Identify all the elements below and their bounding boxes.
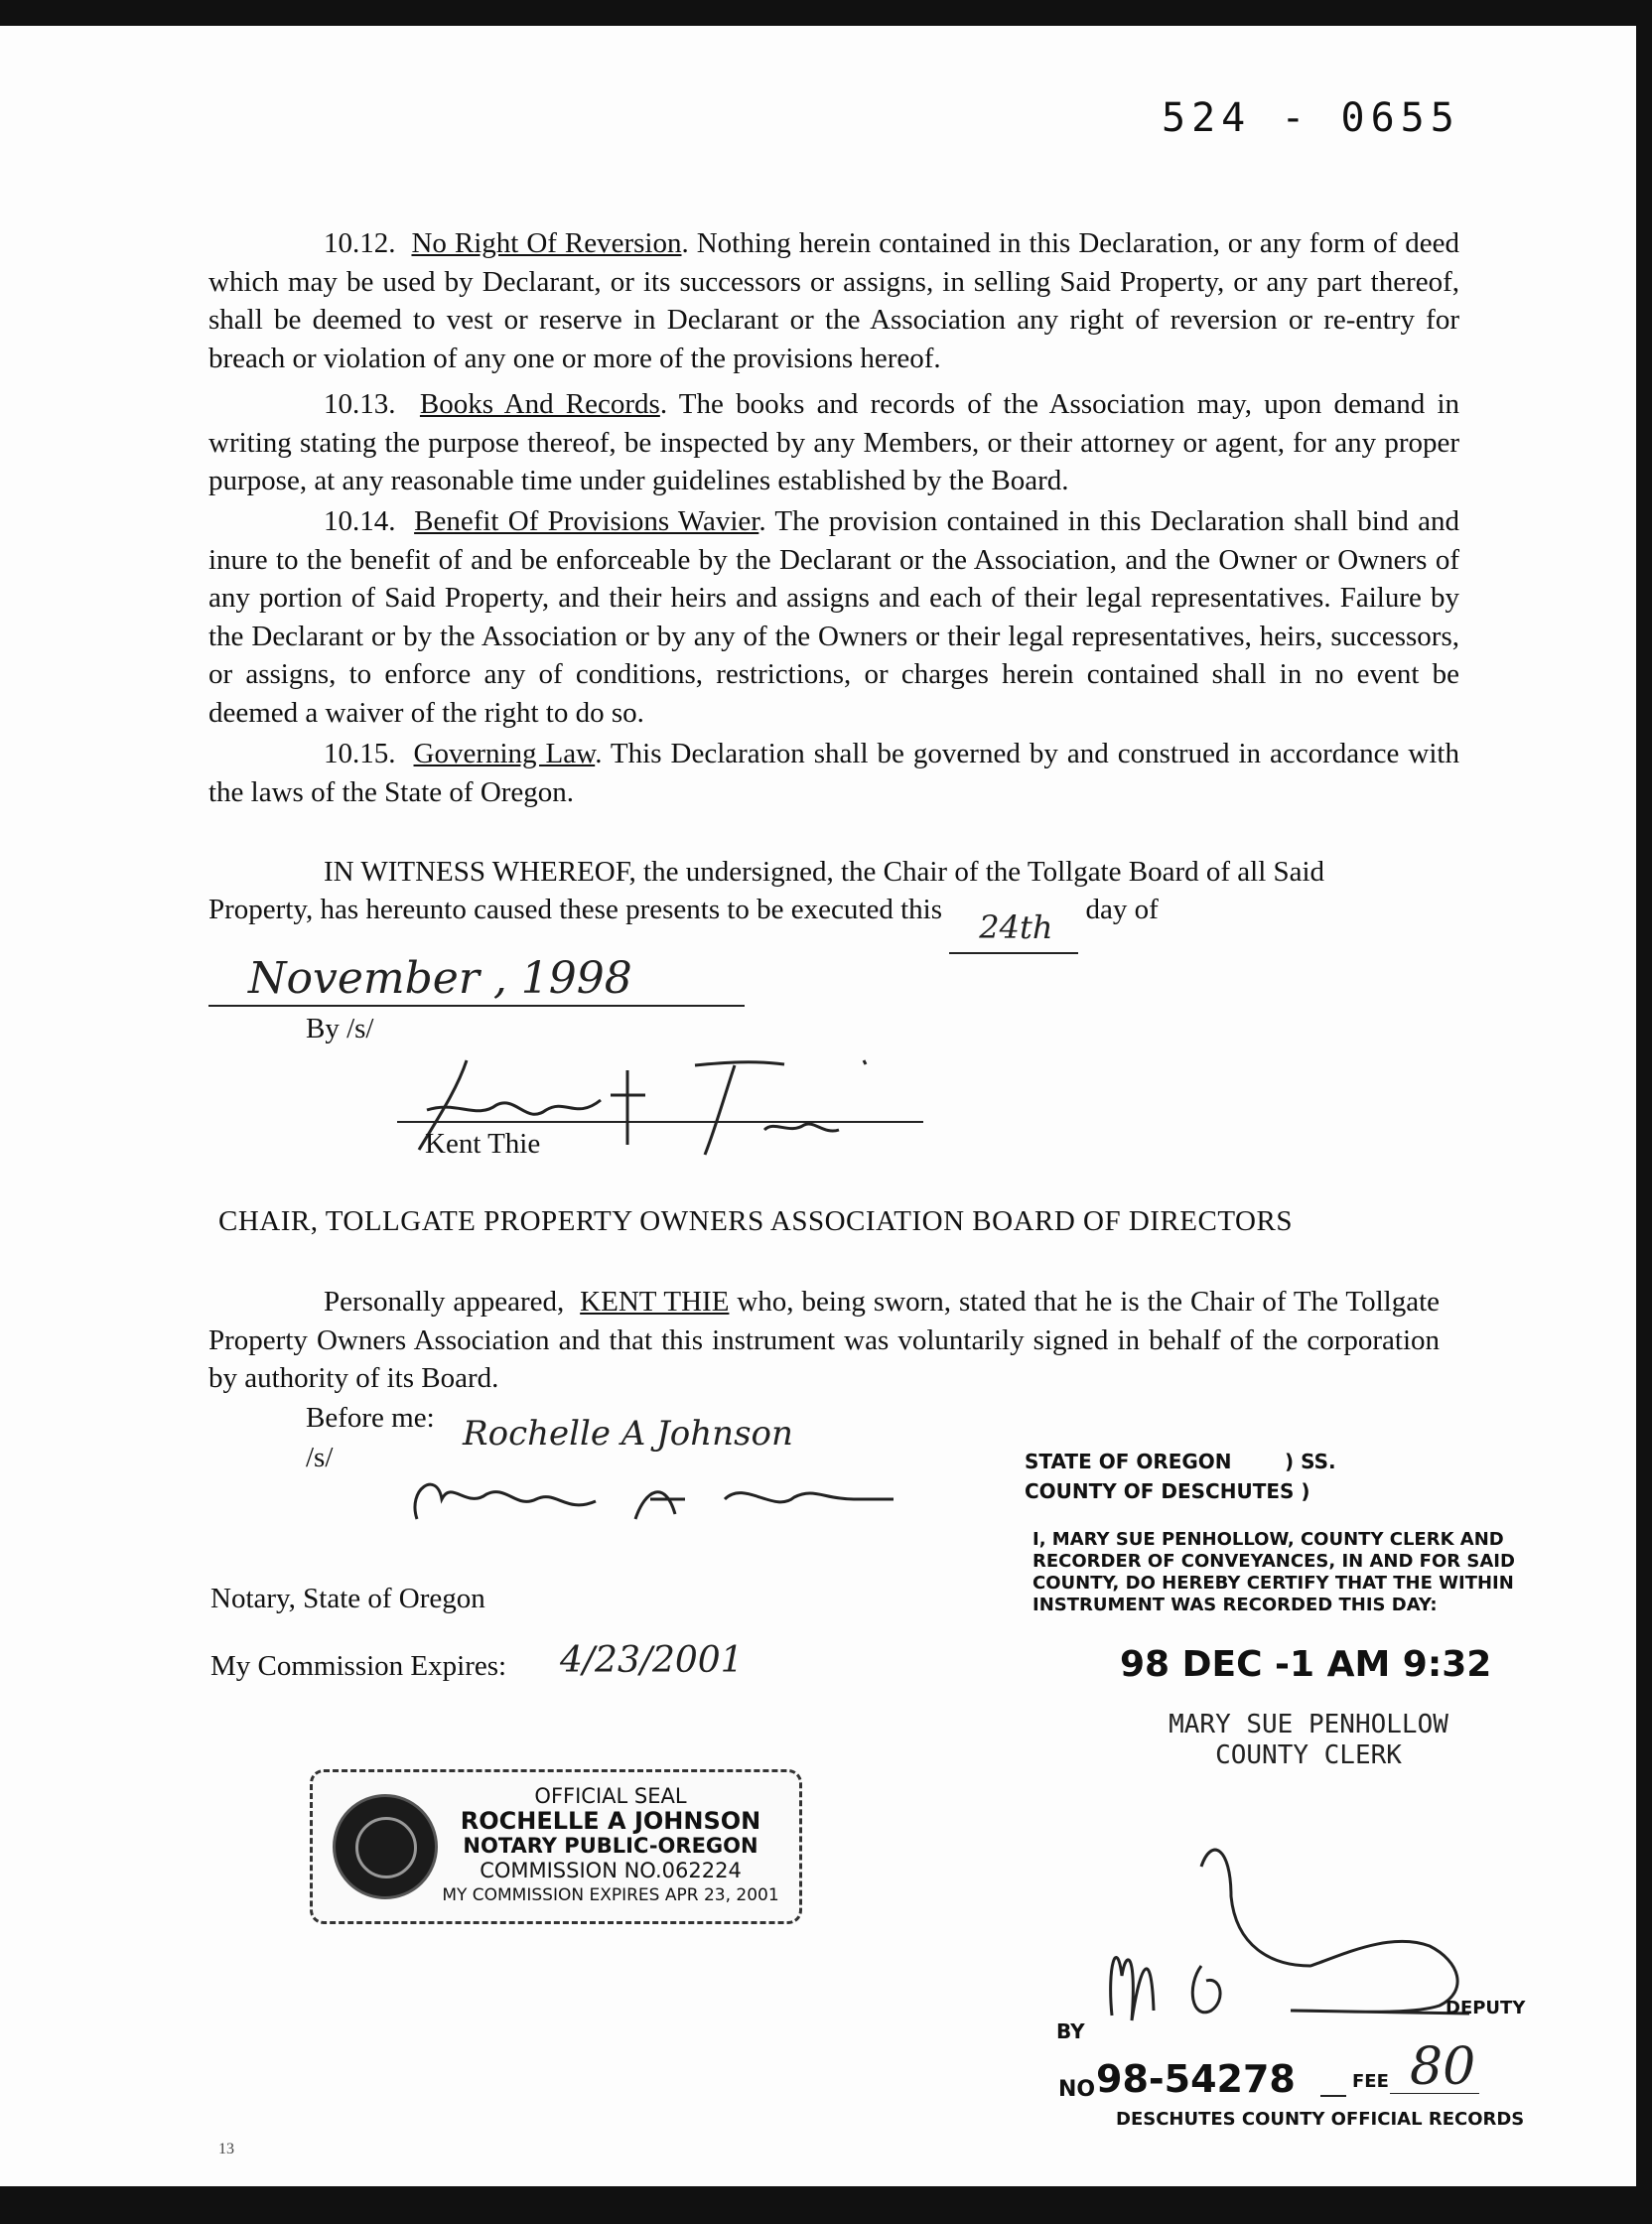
fee-label: FEE	[1352, 2071, 1389, 2092]
by-label: By /s/	[306, 1013, 374, 1044]
before-me-label: Before me:	[306, 1402, 435, 1434]
official-records-footer: DESCHUTES COUNTY OFFICIAL RECORDS	[1116, 2109, 1525, 2130]
section-10-14	[208, 502, 1459, 732]
section-body: . This Declaration shall be governed by and construed in accordance with the laws of the State of Oregon.	[208, 738, 1459, 808]
ack-prefix: Personally appeared,	[324, 1286, 565, 1318]
page-number: 13	[218, 2141, 234, 2157]
day-underline	[949, 952, 1078, 954]
notary-signature	[397, 1460, 913, 1539]
section-body: . The books and records of the Association may, upon demand in writing stating the purpose thereof, be inspected by any Members, or their attorney or agent, for any proper purpose, at any reasonable time under guidelines established by the Board.	[208, 388, 1460, 496]
scan-border-top	[0, 0, 1652, 26]
witness-line-1: IN WITNESS WHEREOF, the undersigned, the Chair of the Tollgate Board of all Said	[324, 856, 1325, 888]
section-10-13	[208, 385, 1459, 500]
document-number: 524 - 0655	[1162, 95, 1460, 141]
section-number: 10.14.	[324, 505, 396, 537]
signer-name: Kent Thie	[425, 1128, 541, 1160]
section-heading: Books And Records	[419, 388, 660, 420]
ack-name: KENT THIE	[580, 1286, 730, 1318]
record-number: 98-54278	[1096, 2057, 1296, 2101]
certify-line-1: I, MARY SUE PENHOLLOW, COUNTY CLERK AND	[1032, 1529, 1504, 1550]
state-seal-emblem	[333, 1794, 438, 1899]
recording-timestamp: 98 DEC -1 AM 9:32	[1120, 1644, 1492, 1685]
deputy-label: DEPUTY	[1446, 1998, 1526, 2018]
seal-text	[442, 1784, 779, 1908]
section-number: 10.13.	[324, 388, 396, 420]
seal-line-2: ROCHELLE A JOHNSON	[460, 1807, 761, 1835]
by-label-stamp: BY	[1056, 2019, 1085, 2043]
section-number: 10.15.	[324, 738, 396, 769]
seal-line-1: OFFICIAL SEAL	[534, 1784, 687, 1808]
day-of-text: day of	[1085, 894, 1159, 925]
section-heading: Benefit Of Provisions Wavier	[414, 505, 759, 537]
notary-official-seal	[310, 1769, 802, 1924]
date-underline	[208, 1005, 745, 1007]
scan-border-right	[1636, 0, 1652, 2224]
fee-underline	[1390, 2093, 1479, 2094]
no-label: NO	[1058, 2077, 1096, 2102]
state-of-oregon: STATE OF OREGON	[1025, 1450, 1232, 1473]
certify-line-3: COUNTY, DO HEREBY CERTIFY THAT THE WITHIN	[1032, 1573, 1514, 1594]
notary-name-handwritten: Rochelle A Johnson	[463, 1414, 793, 1454]
section-10-12	[208, 224, 1459, 377]
clerk-title: COUNTY CLERK	[1215, 1740, 1402, 1770]
acknowledgment	[208, 1283, 1440, 1398]
scan-border-bottom	[0, 2186, 1652, 2224]
section-body: . Nothing herein contained in this Declaration, or any form of deed which may be used by Declarant, or its successors or assigns, in selling Said Property, or any part thereof, shall be deemed to vest or reserve in Declarant or the Association any right of reversion or re-entry for breach or violation of any one or more of the provisions hereof.	[208, 227, 1460, 374]
section-heading: Governing Law	[413, 738, 596, 769]
seal-line-4: COMMISSION NO.062224	[480, 1859, 742, 1882]
certify-line-4: INSTRUMENT WAS RECORDED THIS DAY:	[1032, 1595, 1438, 1615]
seal-line-3: NOTARY PUBLIC-OREGON	[463, 1834, 758, 1858]
day-handwritten: 24th	[979, 908, 1053, 946]
commission-date-handwritten: 4/23/2001	[560, 1640, 744, 1681]
chair-title: CHAIR, TOLLGATE PROPERTY OWNERS ASSOCIATION BOARD OF DIRECTORS	[218, 1205, 1293, 1237]
section-heading: No Right Of Reversion	[411, 227, 682, 259]
seal-line-5: MY COMMISSION EXPIRES APR 23, 2001	[442, 1885, 779, 1905]
witness-line-2-text: Property, has hereunto caused these presents to be executed this	[208, 894, 942, 925]
ss-label: ) SS.	[1285, 1450, 1336, 1473]
record-number-dash	[1320, 2095, 1346, 2097]
ack-body: who, being sworn, stated that he is the Chair of The Tollgate Property Owners Association and that this instrument was voluntarily signed in behalf of the corporation by authority of its Board.	[208, 1286, 1441, 1394]
clerk-name: MARY SUE PENHOLLOW	[1169, 1710, 1448, 1739]
witness-line-2	[208, 894, 1159, 946]
section-number: 10.12.	[324, 227, 396, 259]
county-of-deschutes: COUNTY OF DESCHUTES )	[1025, 1479, 1310, 1503]
month-year-handwritten: November , 1998	[248, 953, 632, 1004]
section-10-15	[208, 735, 1459, 811]
fee-amount-handwritten: 80	[1410, 2037, 1476, 2097]
notary-s-label: /s/	[306, 1442, 334, 1473]
commission-label: My Commission Expires:	[210, 1650, 507, 1682]
section-body: . The provision contained in this Declaration shall bind and inure to the benefit of and be enforceable by the Declarant or the Association, and the Owner or Owners of any portion of Said Property, and their heirs and assigns and each of their legal representatives. Failure by the Declarant or by the Association or by any of the Owners or their legal representatives, heirs, successors, or assigns, to enforce any of conditions, restrictions, or charges herein contained shall in no event be deemed a waiver of the right to do so.	[208, 505, 1460, 729]
notary-title: Notary, State of Oregon	[210, 1583, 485, 1614]
certify-line-2: RECORDER OF CONVEYANCES, IN AND FOR SAID	[1032, 1551, 1515, 1572]
